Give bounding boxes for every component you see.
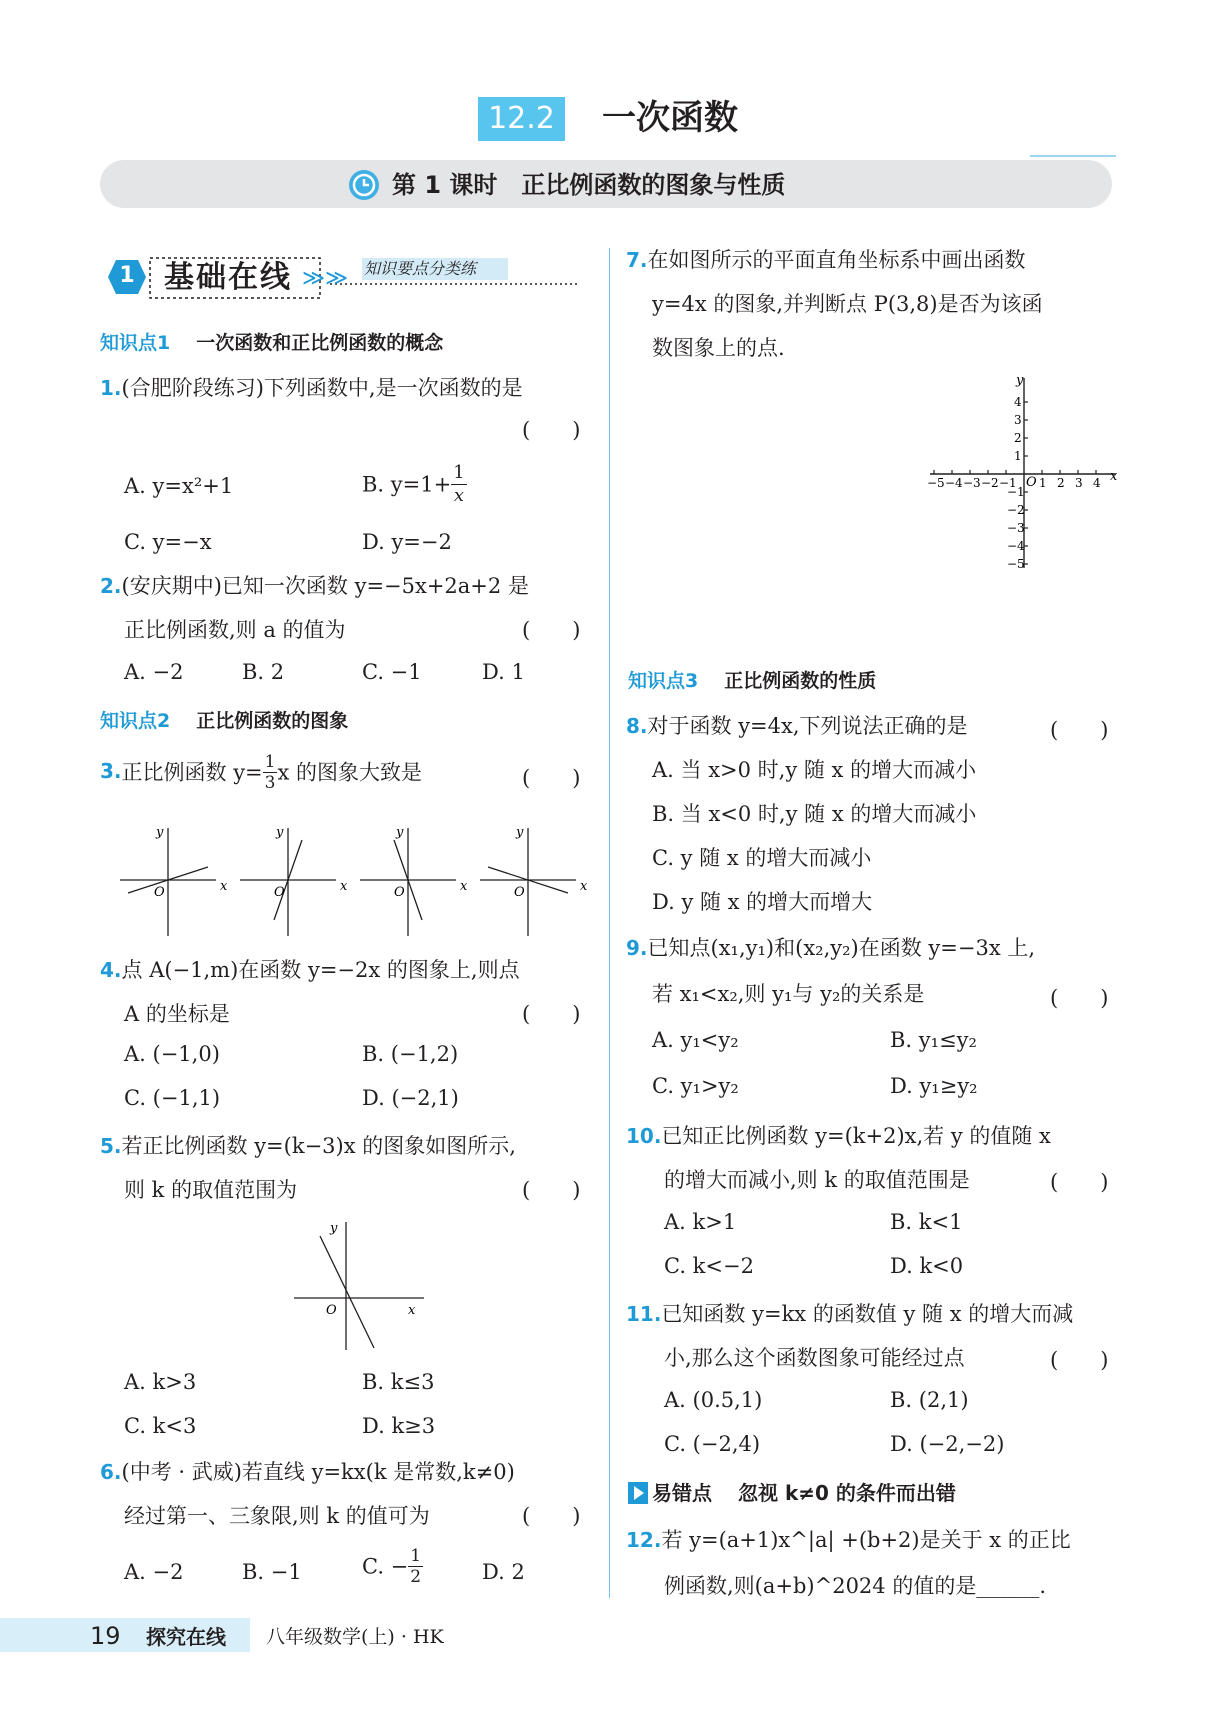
question-5-option-d: D. k≥3 xyxy=(362,1414,436,1438)
graph-c-origin: O xyxy=(394,885,405,900)
x-tick-label: −2 xyxy=(981,476,999,490)
question-2-option-a: A. −2 xyxy=(124,660,184,684)
mistake-marker-icon xyxy=(628,1482,648,1504)
graph-d-y-label: y xyxy=(516,825,524,840)
question-3-stem: 3.正比例函数 y= $\frac{1}{3}$ x 的图象大致是 xyxy=(100,752,423,793)
question-10-option-c: C. k<−2 xyxy=(664,1254,754,1278)
answer-blank-5: ( ) xyxy=(522,1178,581,1202)
question-2-line-1: 2.(安庆期中)已知一次函数 y=−5x+2a+2 是 xyxy=(100,574,529,598)
question-1-stem: 1.(合肥阶段练习)下列函数中,是一次函数的是 xyxy=(100,376,523,400)
q6-fraction-denominator: 2 xyxy=(410,1567,422,1587)
question-8-stem: 8.对于函数 y=4x,下列说法正确的是 xyxy=(626,714,968,738)
answer-blank-3: ( ) xyxy=(522,766,581,790)
knowledge-point-3: 知识点3 正比例函数的性质 xyxy=(628,670,877,692)
question-8-option-a: A. 当 x>0 时,y 随 x 的增大而减小 xyxy=(652,758,977,782)
question-10-option-b: B. k<1 xyxy=(890,1210,963,1234)
option-b-denominator: x xyxy=(453,485,464,506)
answer-blank-6: ( ) xyxy=(522,1504,581,1528)
section-title: 一次函数 xyxy=(602,98,738,138)
graph-d-origin: O xyxy=(514,885,525,900)
column-divider xyxy=(609,248,610,1598)
question-10-option-d: D. k<0 xyxy=(890,1254,964,1278)
knowledge-point-2: 知识点2 正比例函数的图象 xyxy=(100,710,349,732)
question-2-line-2: 正比例函数,则 a 的值为 xyxy=(124,618,346,642)
q3-fraction-numerator: 1 xyxy=(264,752,276,772)
q5-y-label: y xyxy=(330,1221,338,1236)
question-1-option-d: D. y=−2 xyxy=(362,530,452,554)
knowledge-point-1: 知识点1 一次函数和正比例函数的概念 xyxy=(100,332,444,354)
question-9-option-d: D. y₁≥y₂ xyxy=(890,1074,978,1098)
question-4-line-1: 4.点 A(−1,m)在函数 y=−2x 的图象上,则点 xyxy=(100,958,520,982)
graph-b xyxy=(240,825,348,942)
question-1-option-b: B. y=1+ $\frac{1}{x}$ xyxy=(362,462,465,506)
question-6-option-a: A. −2 xyxy=(124,1560,184,1584)
question-6-line-1: 6.(中考 · 武威)若直线 y=kx(k 是常数,k≠0) xyxy=(100,1460,515,1484)
question-9-option-a: A. y₁<y₂ xyxy=(652,1028,739,1052)
x-tick-label: −5 xyxy=(927,476,945,490)
question-2-option-c: C. −1 xyxy=(362,660,422,684)
answer-blank-8: ( ) xyxy=(1050,718,1109,742)
question-5-option-b: B. k≤3 xyxy=(362,1370,435,1394)
question-11-line-2: 小,那么这个函数图象可能经过点 xyxy=(664,1346,965,1370)
graph-c-y-label: y xyxy=(396,825,404,840)
question-4-option-a: A. (−1,0) xyxy=(124,1042,220,1066)
graph-a-y-label: y xyxy=(156,825,164,840)
y-tick-label: 3 xyxy=(1014,413,1022,427)
question-5-option-a: A. k>3 xyxy=(124,1370,197,1394)
graph-c-x-label: x xyxy=(460,879,468,894)
question-11-option-a: A. (0.5,1) xyxy=(664,1388,763,1412)
x-tick-label: −4 xyxy=(945,476,963,490)
question-11-option-d: D. (−2,−2) xyxy=(890,1432,1005,1456)
graph-b-origin: O xyxy=(274,885,285,900)
graph-a-x-label: x xyxy=(220,879,228,894)
question-10-line-2: 的增大而减小,则 k 的取值范围是 xyxy=(664,1168,970,1192)
answer-blank-10: ( ) xyxy=(1050,1170,1109,1194)
banner-subtitle: 知识要点分类练 xyxy=(364,259,477,278)
question-4-option-b: B. (−1,2) xyxy=(362,1042,459,1066)
question-9-line-2: 若 x₁<x₂,则 y₁与 y₂的关系是 xyxy=(652,982,925,1006)
y-tick-label: −2 xyxy=(1007,503,1025,517)
question-5-line-1: 5.若正比例函数 y=(k−3)x 的图象如图所示, xyxy=(100,1134,516,1158)
question-11-option-b: B. (2,1) xyxy=(890,1388,969,1412)
question-6-option-c: C. − $\frac{1}{2}$ xyxy=(362,1546,422,1587)
question-7-line-1: 7.在如图所示的平面直角坐标系中画出函数 xyxy=(626,248,1026,272)
lesson-bar-accent-line xyxy=(1030,155,1116,157)
question-6-option-d: D. 2 xyxy=(482,1560,525,1584)
question-2-option-b: B. 2 xyxy=(242,660,285,684)
y-tick-label: −5 xyxy=(1007,557,1025,571)
footer-book-title: 八年级数学(上) · HK xyxy=(266,1626,444,1648)
x-tick-label: 2 xyxy=(1057,476,1065,490)
lesson-title: 第 1 课时 正比例函数的图象与性质 xyxy=(392,171,786,199)
q7-y-axis-label: y xyxy=(1016,374,1024,388)
banner-arrows: ≫≫ xyxy=(302,266,349,291)
question-8-option-d: D. y 随 x 的增大而增大 xyxy=(652,890,873,914)
graph-d-x-label: x xyxy=(580,879,588,894)
answer-blank-1: ( ) xyxy=(522,418,581,442)
question-10-option-a: A. k>1 xyxy=(664,1210,737,1234)
answer-blank-4: ( ) xyxy=(522,1002,581,1026)
q5-origin: O xyxy=(326,1303,337,1318)
question-5-option-c: C. k<3 xyxy=(124,1414,197,1438)
graph-b-x-label: x xyxy=(340,879,348,894)
section-number: 12.2 xyxy=(488,101,555,136)
banner-icon-number: 1 xyxy=(119,263,135,288)
question-9-line-1: 9.已知点(x₁,y₁)和(x₂,y₂)在函数 y=−3x 上, xyxy=(626,936,1036,960)
q6-fraction-numerator: 1 xyxy=(410,1546,422,1566)
q7-origin: O xyxy=(1026,475,1037,490)
y-tick-label: −1 xyxy=(1007,485,1025,499)
answer-blank-2: ( ) xyxy=(522,618,581,642)
y-tick-label: 2 xyxy=(1014,431,1022,445)
q5-x-label: x xyxy=(408,1303,416,1318)
graph-d xyxy=(480,825,588,942)
question-6-line-2: 经过第一、三象限,则 k 的值可为 xyxy=(124,1504,430,1528)
graph-a xyxy=(120,825,228,942)
x-tick-label: 4 xyxy=(1093,476,1101,490)
y-tick-label: −4 xyxy=(1007,539,1025,553)
x-tick-label: 3 xyxy=(1075,476,1083,490)
answer-blank-11: ( ) xyxy=(1050,1348,1109,1372)
question-11-line-1: 11.已知函数 y=kx 的函数值 y 随 x 的增大而减 xyxy=(626,1302,1074,1326)
question-7-line-2: y=4x 的图象,并判断点 P(3,8)是否为该函 xyxy=(652,292,1043,316)
question-12-line-1: 12.若 y=(a+1)x^|a| +(b+2)是关于 x 的正比 xyxy=(626,1528,1071,1552)
question-7-coordinate-grid xyxy=(920,374,1120,574)
y-tick-label: 1 xyxy=(1014,449,1022,463)
question-4-option-d: D. (−2,1) xyxy=(362,1086,459,1110)
question-6-option-b: B. −1 xyxy=(242,1560,302,1584)
question-3-graphs xyxy=(110,812,590,942)
page-number: 19 xyxy=(90,1622,121,1650)
question-12-line-2: 例函数,则(a+b)^2024 的值的是______. xyxy=(664,1574,1047,1598)
y-tick-label: 4 xyxy=(1014,395,1022,409)
question-5-line-2: 则 k 的取值范围为 xyxy=(124,1178,298,1202)
question-7-line-3: 数图象上的点. xyxy=(652,336,785,360)
footer-brand: 探究在线 xyxy=(146,1625,226,1649)
question-5-graph xyxy=(290,1214,430,1354)
answer-blank-9: ( ) xyxy=(1050,986,1109,1010)
question-4-option-c: C. (−1,1) xyxy=(124,1086,221,1110)
question-9-option-c: C. y₁>y₂ xyxy=(652,1074,739,1098)
question-11-option-c: C. (−2,4) xyxy=(664,1432,761,1456)
graph-a-origin: O xyxy=(154,885,165,900)
question-9-option-b: B. y₁≤y₂ xyxy=(890,1028,977,1052)
question-1-option-c: C. y=−x xyxy=(124,530,212,554)
question-10-line-1: 10.已知正比例函数 y=(k+2)x,若 y 的值随 x xyxy=(626,1124,1051,1148)
mistake-point-heading: 易错点 忽视 k≠0 的条件而出错 xyxy=(652,1481,956,1505)
graph-c xyxy=(360,825,468,942)
option-b-numerator: 1 xyxy=(453,462,465,483)
clock-icon xyxy=(348,169,380,201)
question-2-option-d: D. 1 xyxy=(482,660,525,684)
question-4-line-2: A 的坐标是 xyxy=(124,1002,230,1026)
graph-b-y-label: y xyxy=(276,825,284,840)
x-tick-label: −1 xyxy=(999,476,1017,490)
q7-x-axis-label: x xyxy=(1110,469,1118,484)
question-1-option-a: A. y=x²+1 xyxy=(124,474,234,498)
x-tick-label: −3 xyxy=(963,476,981,490)
y-tick-label: −3 xyxy=(1007,521,1025,535)
question-8-option-c: C. y 随 x 的增大而减小 xyxy=(652,846,872,870)
q3-fraction-denominator: 3 xyxy=(264,773,276,793)
x-tick-label: 1 xyxy=(1039,476,1047,490)
question-8-option-b: B. 当 x<0 时,y 随 x 的增大而减小 xyxy=(652,802,977,826)
banner-title: 基础在线 xyxy=(164,260,292,295)
